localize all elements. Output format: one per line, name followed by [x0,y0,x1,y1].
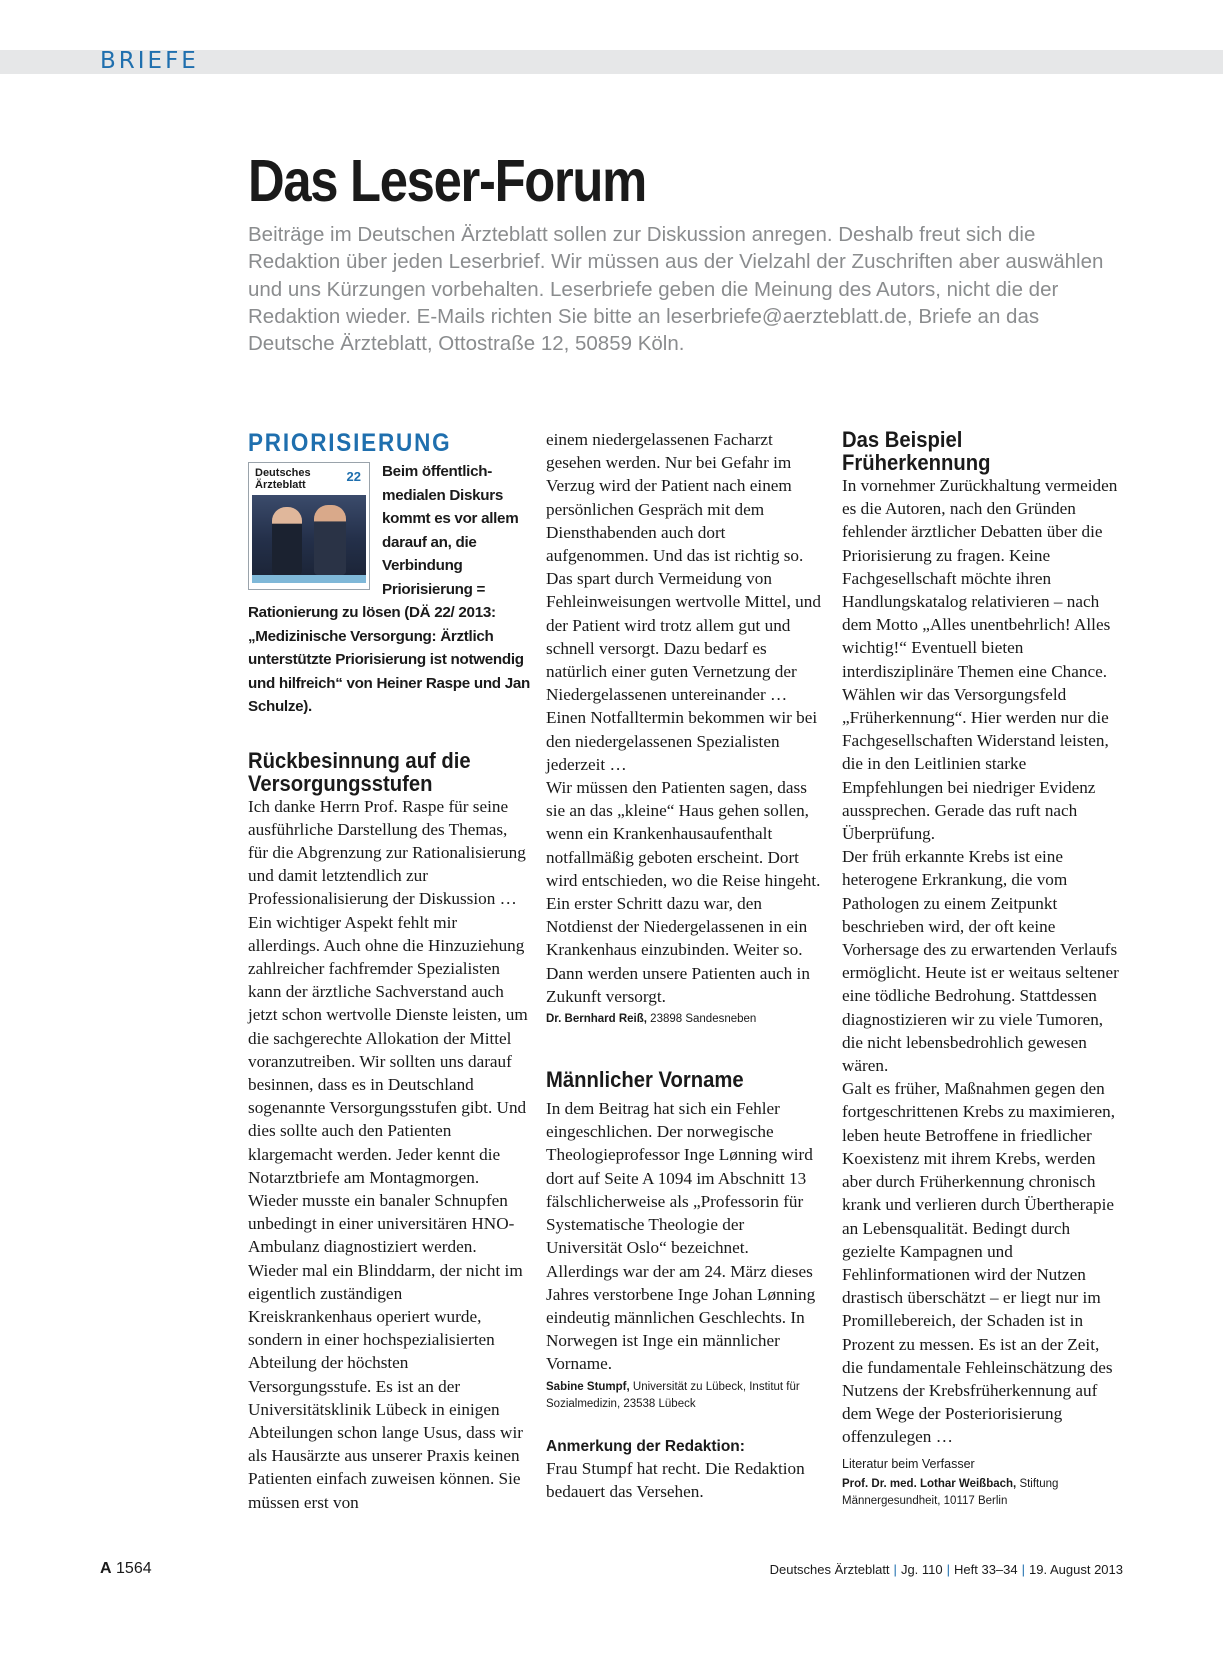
page-title: Das Leser-Forum [248,148,646,214]
letter3-heading-line-1: Das Beispiel [842,427,963,452]
letter3-signature [842,1476,1124,1510]
cover-banner-strip [252,575,366,583]
magazine-cover-thumbnail [248,462,370,590]
cover-person-right [314,505,346,575]
page-number [100,1560,152,1578]
letter1-paragraph-3: einem niedergelassenen Facharzt gesehen werden. Nur bei Gefahr im Verzug wird der Patient nach einem persönlichen Gespräch mit dem Diensthabenden auch dort aufgenommen. Und das ist richtig so. Das spart durch Vermeidung von Fehleinweisungen wertvolle Mittel, und der Patient wird trotz allem gut und schnell versorgt. Dazu bedarf es natürlich einer guten Vernetzung der Niedergelassenen untereinander … Einen Notfalltermin bekommen wir bei den niedergelassenen Spezialisten jederzeit … [546,430,821,774]
letter1-affiliation: 23898 Sandesneben [650,1013,757,1026]
letter1-signature [546,1011,822,1028]
cover-issue-number: 22 [346,469,361,484]
letter1-paragraph-4: Wir müssen den Patienten sagen, dass sie an das „kleine“ Haus gehen sollen, wenn ein Krankenhausaufenthalt notfallmäßig geboten erscheint. Dort wird entschieden, wo die Reise hingeht. Ein erster Schritt dazu war, den Notdienst der Niedergelassenen in ein Krankenhaus einzubinden. Weiter so. Dann werden unsere Patienten auch in Zukunft versorgt. [546,778,821,1006]
topic-teaser: Beim öffentlich-medialen Diskurs kommt es vor allem darauf an, die Verbindung Priorisierung = Rationierung zu lösen (DÄ 22/ 2013: „Medizinische Versorgung: Ärztlich unterstützte Priorisierung ist notwendig und hilfreich“ von Heiner Raspe und Jan Schulze). [248,463,530,715]
letter1-paragraph-2: Ein wichtiger Aspekt fehlt mir allerdings. Auch ohne die Hinzuziehung zahlreicher fachfremder Spezialisten kann der ärztliche Sachverstand auch jetzt schon wertvolle Dienste leisten, um die sachgerechte Allokation der Mittel voranzutreiben. Wir sollten uns darauf besinnen, dass es in Deutschland sogenannte Versorgungsstufen gibt. Und dies sollte auch den Patienten klargemacht werden. Jeder kennt die Notarztbriefe am Montagmorgen. Wieder musste ein banaler Schnupfen unbedingt in einer universitären HNO-Ambulanz diagnostiziert werden. Wieder mal ein Blinddarm, der nicht im eigentlich zuständigen Kreiskrankenhaus operiert wurde, sondern in einer hochspezialisierten Abteilung der höchsten Versorgungsstufe. Es ist an der Universitätsklinik Lübeck in einigen Abteilungen schon lange Usus, dass wir als Hausärzte aus unserer Praxis keinen Patienten einfach zuweisen können. Sie müssen erst von [248,912,528,1512]
letter2-affiliation: Universität zu Lübeck, Institut für Sozialmedizin, 23538 Lübeck [546,1380,800,1410]
footer-date: 19. August 2013 [1029,1562,1123,1577]
editor-note-heading: Anmerkung der Redaktion: [546,1437,745,1455]
page-number-value: 1564 [116,1560,152,1577]
topic-kicker: PRIORISIERUNG [248,429,452,457]
literature-note: Literatur beim Verfasser [842,1456,975,1471]
intro-text: Beiträge im Deutschen Ärzteblatt sollen zur Diskussion anregen. Deshalb freut sich die Redaktion über jeden Leserbrief. Wir müssen aus der Vielzahl der Zuschriften aber auswählen und uns Kürzungen vorbehalten. Leserbriefe geben die Meinung des Autors, nicht die der Redaktion wieder. E-Mails richten Sie bitte an leserbriefe@aerzteblatt.de, Briefe an das Deutsche Ärzteblatt, Ottostraße 12, 50859 Köln. [248,223,1104,356]
letter3-paragraph-3: Galt es früher, Maßnahmen gegen den fortgeschrittenen Krebs zu maximieren, leben heute Betroffene in friedlicher Koexistenz mit ihrem Krebs, werden aber durch Früherkennung chronisch krank und verlieren durch Übertherapie an Lebensqualität. Bedingt durch gezielte Kampagnen und Fehlinformationen wird der Nutzen drastisch überschätzt – er liegt nur im Promillebereich, der Schaden ist in Prozent zu messen. Es ist an der Zeit, die fundamentale Fehleinschätzung des Nutzens der Krebsfrüherkennung auf dem Wege der Posteriorisierung offenzulegen … [842,1079,1115,1447]
letter2-heading: Männlicher Vorname [546,1067,744,1093]
letter2-signature [546,1379,822,1413]
footer-issue: Heft 33–34 [954,1562,1018,1577]
letter3-heading-line-2: Früherkennung [842,450,991,475]
column-3 [842,428,1124,1510]
cover-brand: Deutsches Ärzteblatt [255,467,311,491]
column-1 [248,428,530,1514]
letter1-heading: Rückbesinnung auf die Versorgungsstufen [248,747,471,796]
letter1-author: Dr. Bernhard Reiß, [546,1013,647,1026]
cover-photo [252,495,366,575]
letter1-paragraph-1: Ich danke Herrn Prof. Raspe für seine ausführliche Darstellung des Themas, für die Abgrenzung zur Rationalisierung und damit letztendlich zur Professionalisierung der Diskussion … [248,796,526,909]
editor-note: Frau Stumpf hat recht. Die Redaktion bedauert das Versehen. [546,1458,805,1501]
footer-publication-info: Deutsches Ärzteblatt | Jg. 110 | Heft 33–34 | 19. August 2013 [769,1562,1123,1577]
letter3-paragraph-1: In vornehmer Zurückhaltung vermeiden es die Autoren, nach den Gründen fehlender ärztlicher Debatten über die Priorisierung zu fragen. Keine Fachgesellschaft möchte ihren Handlungskatalog relativieren – nach dem Motto „Alles unentbehrlich! Alles wichtig!“ Eventuell bieten interdisziplinäre Themen eine Chance. Wählen wir das Versorgungsfeld „Früherkennung“. Hier werden nur die Fachgesellschaften Widerstand leisten, die in den Leitlinien starke Empfehlungen bei niedriger Evidenz aussprechen. Gerade das ruft nach Überprüfung. [842,476,1118,844]
column-2 [546,428,822,1503]
cover-person-left [272,507,302,575]
footer-journal: Deutsches Ärzteblatt [769,1562,890,1577]
footer-volume: Jg. 110 [900,1562,943,1577]
letter3-author: Prof. Dr. med. Lothar Weißbach, [842,1477,1017,1490]
letter3-affiliation: Stiftung Männergesundheit, 10117 Berlin [842,1477,1059,1507]
section-label: BRIEFE [100,48,199,74]
letter3-paragraph-2: Der früh erkannte Krebs ist eine heterogene Erkrankung, die vom Pathologen zu einem Zeitpunkt beschrieben wird, der oft keine Vorhersage des zu erwartenden Verlaufs ermöglicht. Heute ist er weitaus seltener eine tödliche Bedrohung. Stattdessen diagnostizieren wir zu viele Tumoren, die nicht lebensbedrohlich gewesen wären. [842,847,1119,1076]
letter2-author: Sabine Stumpf, [546,1380,630,1393]
letter2-paragraph-1: In dem Beitrag hat sich ein Fehler eingeschlichen. Der norwegische Theologieprofessor Inge Lønning wird dort auf Seite A 1094 im Abschnitt 13 fälschlicherweise als „Professorin für Systematische Theologie der Universität Oslo“ bezeichnet. Allerdings war der am 24. März dieses Jahres verstorbene Inge Johan Lønning eindeutig männlichen Geschlechts. In Norwegen ist Inge ein männlicher Vorname. [546,1099,816,1374]
page-prefix: A [100,1560,112,1577]
